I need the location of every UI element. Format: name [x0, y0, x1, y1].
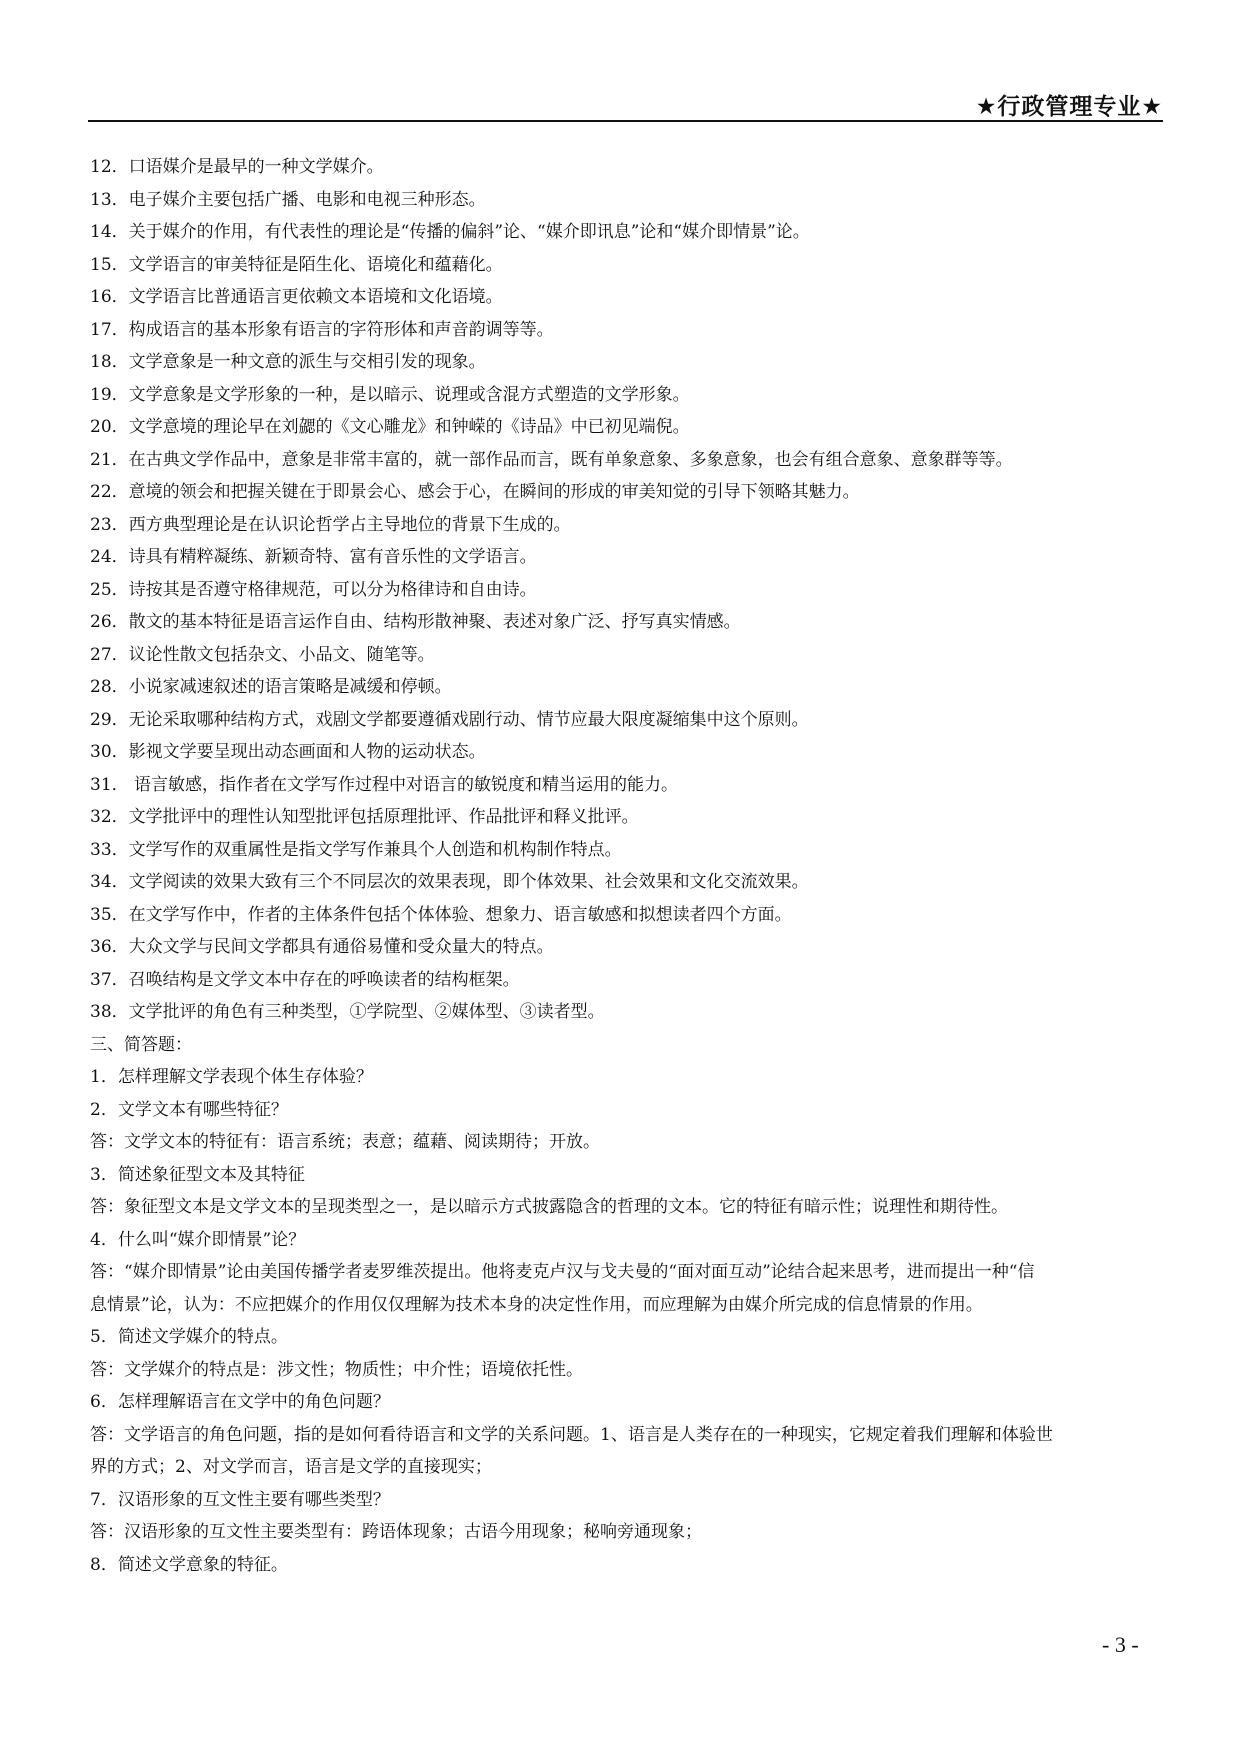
- statement-30: 30．影视文学要呈现出动态画面和人物的运动状态。: [90, 742, 486, 762]
- statement-22: 22．意境的领会和把握关键在于即景会心、感会于心，在瞬间的形成的审美知觉的引导下领略其魅力。: [90, 482, 860, 502]
- statement-13: 13．电子媒介主要包括广播、电影和电视三种形态。: [90, 189, 486, 210]
- answer-5: 答：文学媒介的特点是：涉文性；物质性；中介性；语境依托性。: [90, 1359, 583, 1380]
- statement-32: 32．文学批评中的理性认知型批评包括原理批评、作品批评和释义批评。: [90, 807, 639, 827]
- statement-12: 12．口语媒介是最早的一种文学媒介。: [90, 157, 384, 177]
- answer-3: 答：象征型文本是文学文本的呈现类型之一，是以暗示方式披露隐含的哲理的文本。它的特征有暗示性；说理性和期待性。: [90, 1197, 1008, 1217]
- document-body: [90, 151, 1165, 1581]
- question-3: 3．简述象征型文本及其特征: [90, 1164, 305, 1185]
- statement-36: 36．大众文学与民间文学都具有通俗易懂和受众量大的特点。: [90, 937, 554, 957]
- statement-28: 28．小说家减速叙述的语言策略是减缓和停顿。: [90, 677, 452, 697]
- answer-2: 答：文学文本的特征有：语言系统；表意；蕴藉、阅读期待；开放。: [90, 1132, 600, 1152]
- statement-14: 14．关于媒介的作用，有代表性的理论是“传播的偏斜”论、“媒介即讯息”论和“媒介即情景”论。: [90, 222, 810, 242]
- statement-20: 20．文学意境的理论早在刘勰的《文心雕龙》和钟嵘的《诗品》中已初见端倪。: [90, 417, 690, 437]
- statement-19: 19．文学意象是文学形象的一种，是以暗示、说理或含混方式塑造的文学形象。: [90, 384, 690, 405]
- question-8: 8．简述文学意象的特征。: [90, 1554, 288, 1575]
- question-2: 2．文学文本有哪些特征？: [90, 1099, 288, 1120]
- statement-21: 21．在古典文学作品中，意象是非常丰富的，就一部作品而言，既有单象意象、多象意象，也会有组合意象、意象群等等。: [90, 449, 1013, 470]
- statement-26: 26．散文的基本特征是语言运作自由、结构形散神聚、表述对象广泛、抒写真实情感。: [90, 612, 741, 632]
- statement-24: 24．诗具有精粹凝练、新颖奇特、富有音乐性的文学语言。: [90, 547, 537, 567]
- question-4: 4．什么叫“媒介即情景”论？: [90, 1229, 306, 1250]
- question-1: 1．怎样理解文学表现个体生存体验？: [90, 1067, 373, 1087]
- header-title: ★行政管理专业★: [975, 94, 1163, 120]
- answer-6-line-2: 界的方式；2、对文学而言，语言是文学的直接现实；: [90, 1457, 492, 1477]
- question-6: 6．怎样理解语言在文学中的角色问题？: [90, 1392, 390, 1412]
- statement-29: 29．无论采取哪种结构方式，戏剧文学都要遵循戏剧行动、情节应最大限度凝缩集中这个原则。: [90, 709, 809, 730]
- answer-7: 答：汉语形象的互文性主要类型有：跨语体现象；古语今用现象；秘响旁通现象；: [90, 1522, 702, 1542]
- statement-18: 18．文学意象是一种文意的派生与交相引发的现象。: [90, 352, 486, 372]
- statement-34: 34．文学阅读的效果大致有三个不同层次的效果表现，即个体效果、社会效果和文化交流效果。: [90, 872, 809, 892]
- statement-16: 16．文学语言比普通语言更依赖文本语境和文化语境。: [90, 287, 503, 307]
- question-5: 5．简述文学媒介的特点。: [90, 1327, 288, 1347]
- statement-33: 33．文学写作的双重属性是指文学写作兼具个人创造和机构制作特点。: [90, 839, 622, 860]
- statement-15: 15．文学语言的审美特征是陌生化、语境化和蕴藉化。: [90, 254, 503, 275]
- answer-4-line-1: 答：“媒介即情景”论由美国传播学者麦罗维茨提出。他将麦克卢汉与戈夫曼的“面对面互动”论结合起来思考，进而提出一种“信: [90, 1262, 1035, 1282]
- page-number: - 3 -: [1102, 1632, 1139, 1657]
- answer-4-line-2: 息情景”论，认为：不应把媒介的作用仅仅理解为技术本身的决定性作用，而应理解为由媒介所完成的信息情景的作用。: [90, 1294, 983, 1315]
- statement-25: 25．诗按其是否遵守格律规范，可以分为格律诗和自由诗。: [90, 579, 537, 600]
- statement-38: 38．文学批评的角色有三种类型，①学院型、②媒体型、③读者型。: [90, 1002, 605, 1022]
- question-7: 7．汉语形象的互文性主要有哪些类型？: [90, 1489, 390, 1510]
- statement-17: 17．构成语言的基本形象有语言的字符形体和声音韵调等等。: [90, 319, 554, 340]
- statement-37: 37．召唤结构是文学文本中存在的呼唤读者的结构框架。: [90, 969, 520, 990]
- statement-27: 27．议论性散文包括杂文、小品文、随笔等。: [90, 644, 435, 665]
- statement-23: 23．西方典型理论是在认识论哲学占主导地位的背景下生成的。: [90, 514, 571, 535]
- page-header: [88, 84, 1163, 122]
- statement-31: 31． 语言敏感，指作者在文学写作过程中对语言的敏锐度和精当运用的能力。: [90, 774, 679, 795]
- statement-35: 35．在文学写作中，作者的主体条件包括个体体验、想象力、语言敏感和拟想读者四个方面。: [90, 904, 792, 925]
- section-heading: 三、简答题：: [90, 1034, 192, 1055]
- answer-6-line-1: 答：文学语言的角色问题，指的是如何看待语言和文学的关系问题。1、语言是人类存在的一种现实，它规定着我们理解和体验世: [90, 1424, 1053, 1445]
